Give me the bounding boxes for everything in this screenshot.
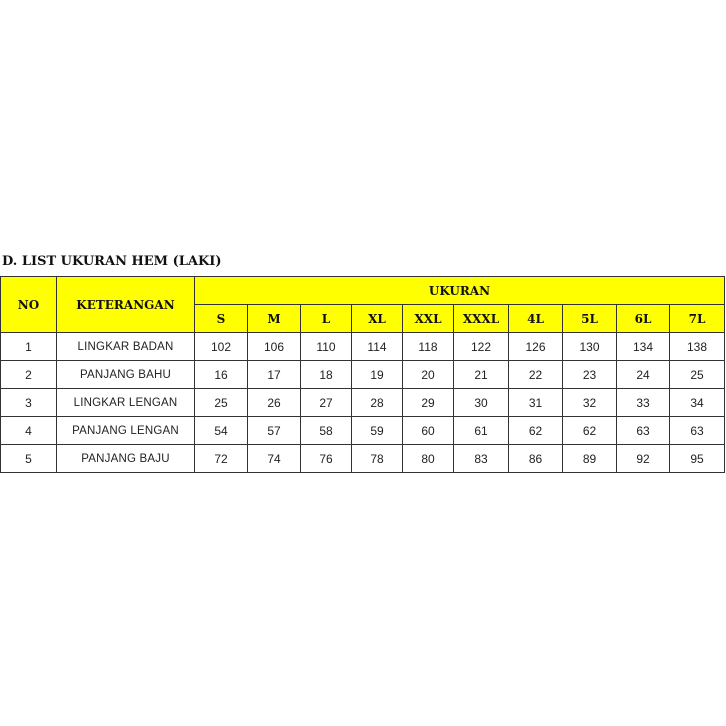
size-value-cell: 110 (301, 333, 352, 361)
size-value-cell: 34 (670, 389, 725, 417)
size-value-cell: 63 (670, 417, 725, 445)
size-value-cell: 58 (301, 417, 352, 445)
header-size: 4L (509, 305, 563, 333)
header-keterangan: KETERANGAN (57, 277, 195, 333)
header-no: NO (1, 277, 57, 333)
size-value-cell: 118 (403, 333, 454, 361)
size-value-cell: 60 (403, 417, 454, 445)
header-size: 6L (617, 305, 670, 333)
row-number: 3 (1, 389, 57, 417)
size-value-cell: 54 (195, 417, 248, 445)
size-chart-table (0, 276, 725, 473)
size-value-cell: 16 (195, 361, 248, 389)
header-size: M (248, 305, 301, 333)
row-label: LINGKAR LENGAN (57, 389, 195, 417)
size-value-cell: 22 (509, 361, 563, 389)
size-value-cell: 114 (352, 333, 403, 361)
row-label: PANJANG BAHU (57, 361, 195, 389)
header-row-top (1, 277, 725, 305)
size-value-cell: 62 (563, 417, 617, 445)
size-value-cell: 59 (352, 417, 403, 445)
header-size: XXXL (454, 305, 509, 333)
size-value-cell: 134 (617, 333, 670, 361)
size-value-cell: 21 (454, 361, 509, 389)
size-value-cell: 102 (195, 333, 248, 361)
header-ukuran: UKURAN (195, 277, 725, 305)
size-value-cell: 86 (509, 445, 563, 473)
size-value-cell: 25 (670, 361, 725, 389)
size-value-cell: 89 (563, 445, 617, 473)
size-value-cell: 28 (352, 389, 403, 417)
row-number: 4 (1, 417, 57, 445)
size-value-cell: 80 (403, 445, 454, 473)
size-value-cell: 78 (352, 445, 403, 473)
size-value-cell: 62 (509, 417, 563, 445)
header-size: XXL (403, 305, 454, 333)
header-size: 7L (670, 305, 725, 333)
row-number: 5 (1, 445, 57, 473)
size-value-cell: 32 (563, 389, 617, 417)
header-size: S (195, 305, 248, 333)
size-value-cell: 138 (670, 333, 725, 361)
size-value-cell: 20 (403, 361, 454, 389)
table-row (1, 445, 725, 473)
size-value-cell: 29 (403, 389, 454, 417)
row-label: PANJANG BAJU (57, 445, 195, 473)
row-label: PANJANG LENGAN (57, 417, 195, 445)
size-value-cell: 26 (248, 389, 301, 417)
table-row (1, 417, 725, 445)
size-value-cell: 63 (617, 417, 670, 445)
size-value-cell: 19 (352, 361, 403, 389)
size-value-cell: 76 (301, 445, 352, 473)
table-body (1, 333, 725, 473)
table-row (1, 333, 725, 361)
size-value-cell: 106 (248, 333, 301, 361)
size-value-cell: 83 (454, 445, 509, 473)
size-value-cell: 72 (195, 445, 248, 473)
size-value-cell: 74 (248, 445, 301, 473)
row-label: LINGKAR BADAN (57, 333, 195, 361)
size-value-cell: 95 (670, 445, 725, 473)
size-value-cell: 126 (509, 333, 563, 361)
size-value-cell: 24 (617, 361, 670, 389)
table-title: D. LIST UKURAN HEM (LAKI) (2, 254, 222, 269)
header-size: L (301, 305, 352, 333)
header-size: 5L (563, 305, 617, 333)
size-value-cell: 18 (301, 361, 352, 389)
table-row (1, 361, 725, 389)
table-row (1, 389, 725, 417)
size-value-cell: 57 (248, 417, 301, 445)
size-value-cell: 27 (301, 389, 352, 417)
header-size: XL (352, 305, 403, 333)
size-value-cell: 30 (454, 389, 509, 417)
size-value-cell: 130 (563, 333, 617, 361)
size-value-cell: 33 (617, 389, 670, 417)
size-value-cell: 17 (248, 361, 301, 389)
row-number: 2 (1, 361, 57, 389)
size-value-cell: 23 (563, 361, 617, 389)
row-number: 1 (1, 333, 57, 361)
size-value-cell: 61 (454, 417, 509, 445)
size-value-cell: 31 (509, 389, 563, 417)
size-value-cell: 25 (195, 389, 248, 417)
size-value-cell: 122 (454, 333, 509, 361)
size-value-cell: 92 (617, 445, 670, 473)
